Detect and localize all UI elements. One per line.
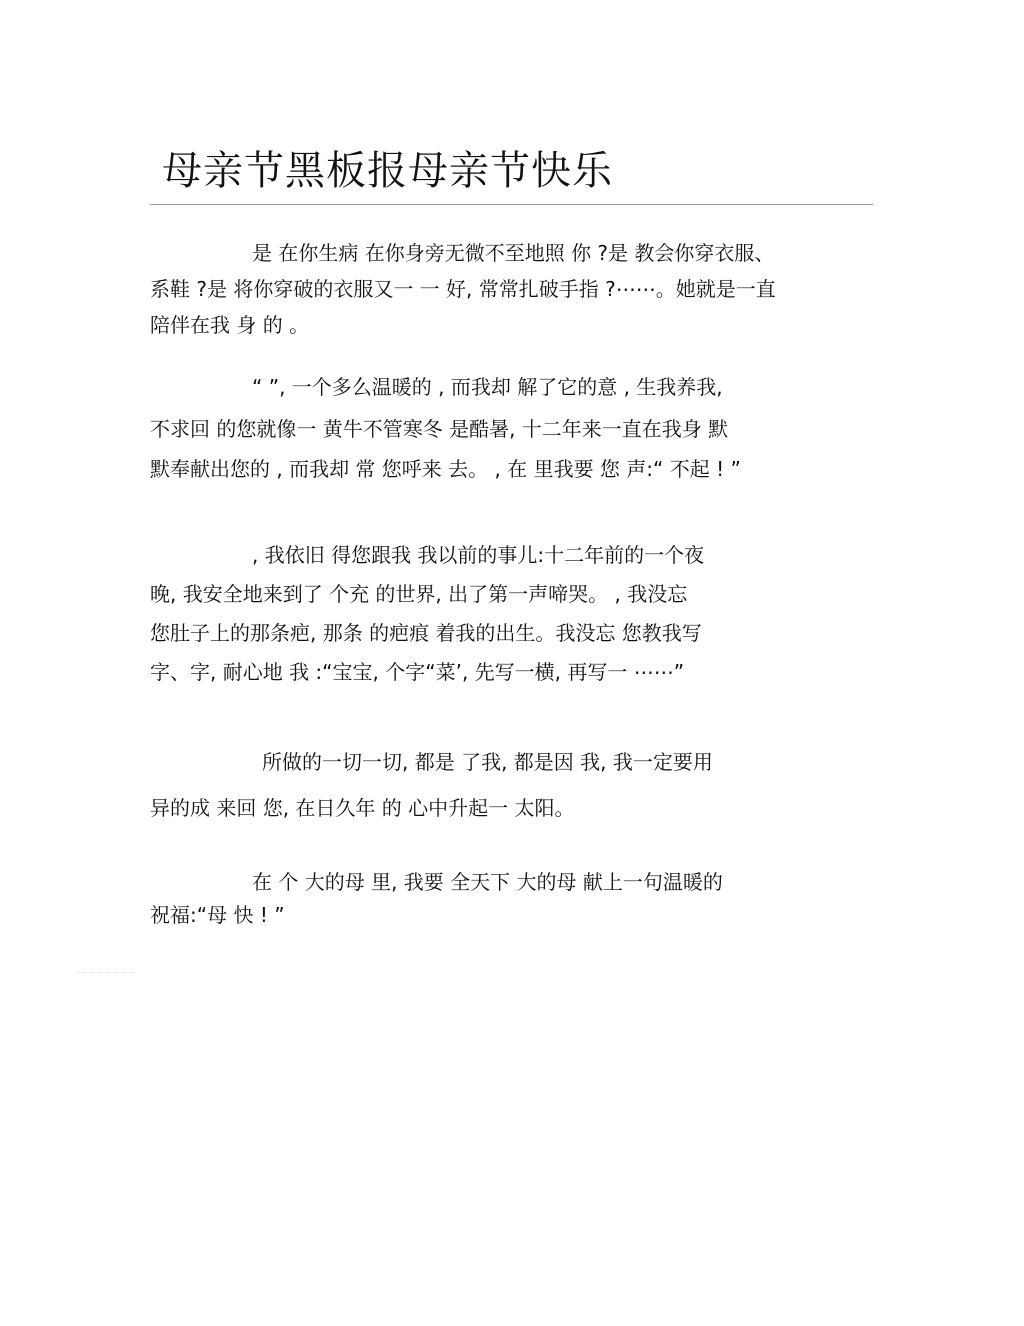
paragraph-4-line-2: 异的成 来回 您, 在日久年 的 心中升起一 太阳。 <box>150 796 575 820</box>
paragraph-1-line-1: 是 在你生病 在你身旁无微不至地照 你 ?是 教会你穿衣服、 <box>252 241 775 265</box>
paragraph-2-line-2: 不求回 的您就像一 黄牛不管寒冬 是酷暑, 十二年来一直在我身 默 <box>150 417 729 441</box>
paragraph-1-line-3: 陪伴在我 身 的 。 <box>150 313 310 337</box>
faint-scan-mark <box>76 972 136 973</box>
title-divider <box>150 204 873 205</box>
paragraph-2-line-3: 默奉献出您的 , 而我却 常 您呼来 去。 , 在 里我要 您 声:“ 不起 ! ” <box>150 457 741 481</box>
paragraph-2-line-1: “ ”, 一个多么温暖的 , 而我却 解了它的意 , 生我养我, <box>252 375 723 399</box>
paragraph-4-line-1: 所做的一切一切, 都是 了我, 都是因 我, 我一定要用 <box>262 750 713 774</box>
paragraph-3-line-3: 您肚子上的那条疤, 那条 的疤痕 着我的出生。我没忘 您教我写 <box>150 621 702 645</box>
paragraph-3-line-1: , 我依旧 得您跟我 我以前的事儿:十二年前的一个夜 <box>252 543 705 567</box>
paragraph-3-line-2: 晚, 我安全地来到了 个充 的世界, 出了第一声啼哭。 , 我没忘 <box>150 582 688 606</box>
paragraph-5-line-2: 祝福:“母 快 ! ” <box>150 903 285 927</box>
paragraph-3-line-4: 字、字, 耐心地 我 :“宝宝, 个字“菜’, 先写一横, 再写一 ⋯⋯” <box>150 660 685 684</box>
document-title: 母亲节黑板报母亲节快乐 <box>162 148 613 194</box>
paragraph-1-line-2: 系鞋 ?是 将你穿破的衣服又一 一 好, 常常扎破手指 ?⋯⋯。她就是一直 <box>150 277 776 301</box>
paragraph-5-line-1: 在 个 大的母 里, 我要 全天下 大的母 献上一句温暖的 <box>252 870 723 894</box>
